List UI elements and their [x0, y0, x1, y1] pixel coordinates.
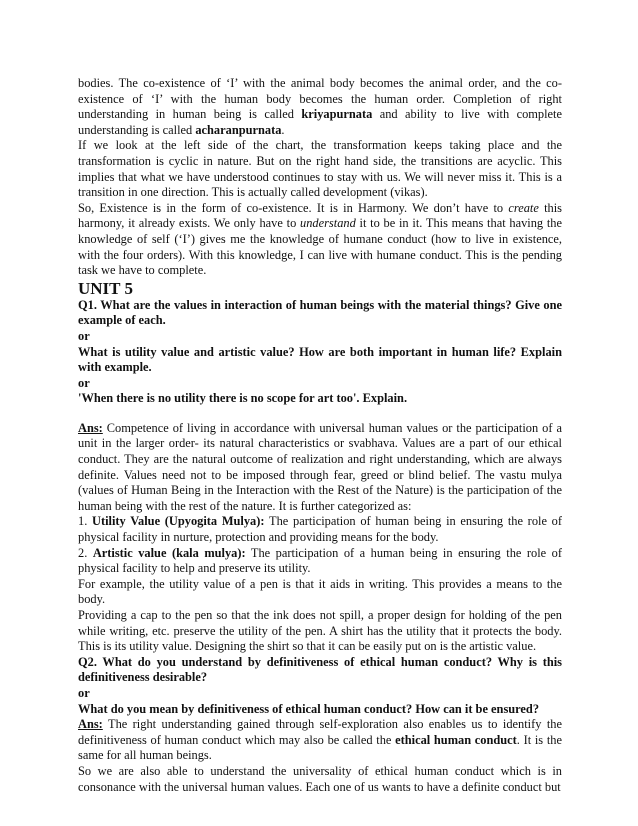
or-separator: or: [78, 685, 90, 700]
paragraph-universality: So we are also able to understand the universality of ethical human conduct which is in consonance with the universal human values. Each one of us wants to have a definite conduct but: [78, 763, 562, 794]
item-number: 1.: [78, 514, 93, 529]
answer-2: [78, 717, 562, 764]
text: and ability to live with complete understanding is called: [78, 107, 562, 137]
text: .: [281, 122, 285, 137]
paragraph-pen: Providing a cap to the pen so that the ink does not spill, a proper design for holding of the pen while writing, etc. preserve the utility of the pen. A shirt has the utility that it protects the body. This is its utility value. Designing the shirt so that it can be easily put on is the artistic value.: [78, 608, 562, 654]
term-ethical-human-conduct: ethical human conduct: [395, 732, 517, 747]
document-page: [78, 76, 562, 795]
question-1: Q1. What are the values in interaction of human beings with the material things? Give one example of each.: [78, 297, 562, 328]
text: . It is the same for all human beings.: [78, 732, 562, 763]
emphasis-understand: understand: [300, 216, 356, 231]
text: it to be in it. This means that having the knowledge of self (‘I’) gives me the knowledge of humane conduct (how to live in existence, with the four orders). With this knowledge, I can live with humane conduct. This is the pending task we have to complete.: [78, 216, 562, 278]
or-separator: or: [78, 328, 90, 343]
spacer: [78, 407, 562, 421]
list-item-utility: [78, 514, 562, 545]
item-number: 2.: [78, 545, 93, 560]
question-1-alt-2: 'When there is no utility there is no scope for art too'. Explain.: [78, 391, 408, 406]
term-kriyapurnata: kriyapurnata: [301, 107, 373, 122]
question-1-alt: What is utility value and artistic value? How are both important in human life? Explain with example.: [78, 344, 562, 375]
paragraph-example: For example, the utility value of a pen is that it aids in writing. This provides a means to the body.: [78, 576, 562, 607]
text: bodies. The co-existence of ‘I’ with the animal body becomes the animal order, and the co-existence of ‘I’ with the human body becomes the human order. Completion of right understanding in human being is called: [78, 76, 562, 122]
term-artistic-value: Artistic value (kala mulya):: [92, 545, 246, 560]
term-utility-value: Utility Value (Upyogita Mulya):: [92, 514, 265, 529]
or-separator: or: [78, 375, 90, 390]
term-acharanpurnata: acharanpurnata: [195, 122, 282, 137]
emphasis-create: create: [508, 200, 539, 215]
answer-1: [78, 421, 562, 515]
unit-heading: UNIT 5: [78, 278, 133, 298]
question-2-alt: What do you mean by definitiveness of ethical human conduct? How can it be ensured?: [78, 701, 540, 716]
list-item-artistic: [78, 546, 562, 577]
text: The right understanding gained through self-exploration also enables us to identify the definitiveness of human conduct which may also be called the: [78, 717, 562, 747]
paragraph-coexistence: [78, 201, 562, 279]
text: The participation of human being in ensuring the role of physical facility in nurture, protection and providing means for the body.: [78, 514, 562, 545]
answer-label: Ans:: [78, 717, 103, 732]
text: Competence of living in accordance with universal human values or the participation of a unit in the larger order- its natural characteristics or svabhava. Values are a part of our ethical conduct. They are the natural outcome of realization and right understanding, which are always definite. Values need not to be imposed through fear, greed or blind belief. The vastu mulya (values of Human Being in the Interaction with the Rest of the Nature) is the participation of the human being with the rest of the nature. It is further categorized as:: [78, 420, 562, 513]
text: So, Existence is in the form of co-existence. It is in Harmony. We don’t have to: [78, 200, 509, 215]
answer-label: Ans:: [78, 420, 103, 435]
text: this harmony, it already exists. We only have to: [78, 200, 562, 231]
paragraph-chart: If we look at the left side of the chart, the transformation keeps taking place and the transformation is cyclic in nature. But on the right hand side, the transitions are acyclic. This implies that what we have understood continues to stay with us. We will never miss it. This is a transition in one direction. This is actually called development (vikas).: [78, 138, 562, 200]
paragraph-completion: [78, 76, 562, 138]
text: The participation of a human being in ensuring the role of physical facility to help and preserve its utility.: [78, 545, 562, 576]
question-2: Q2. What do you understand by definitiveness of ethical human conduct? Why is this definitiveness desirable?: [78, 654, 562, 685]
